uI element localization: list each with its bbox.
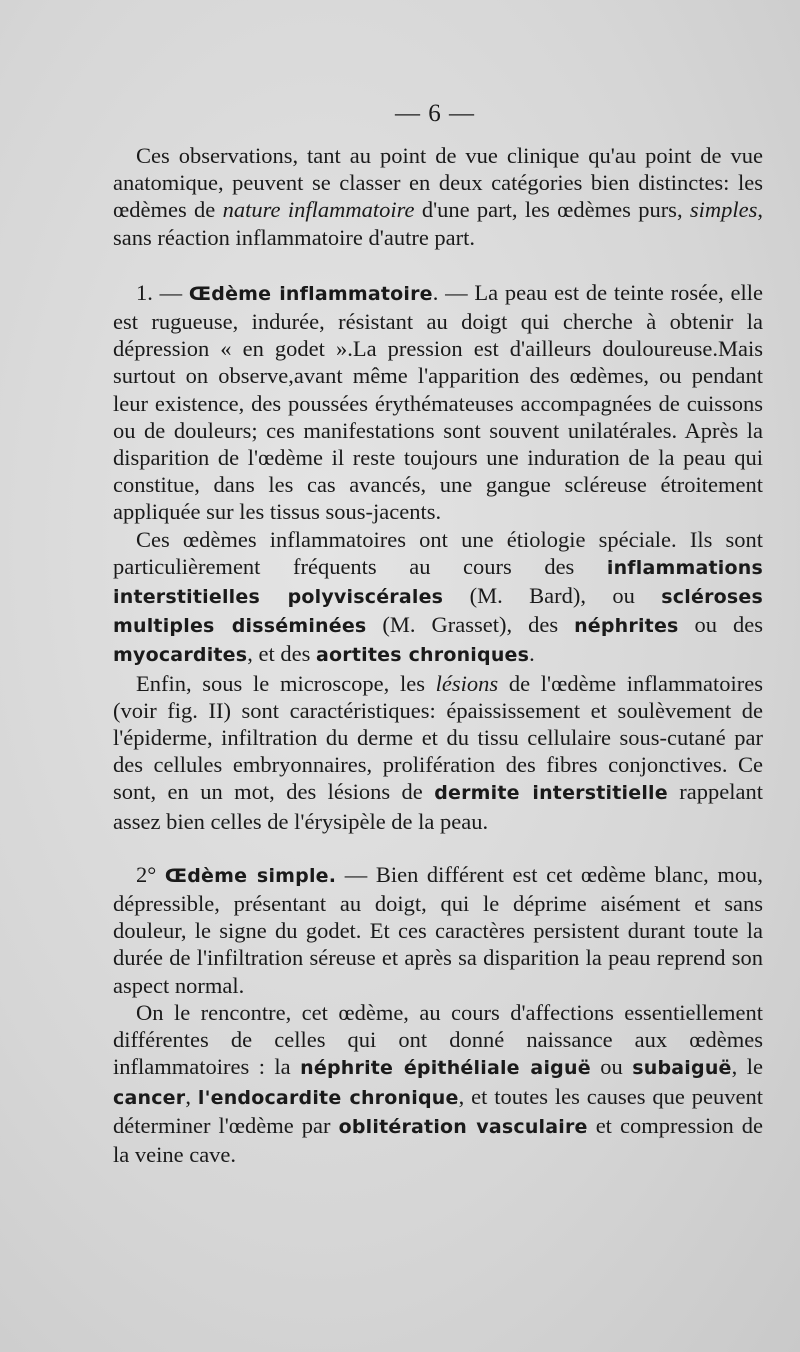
- text-run: Enfin, sous le microscope, les: [136, 670, 436, 696]
- bold-term: subaiguë: [632, 1057, 732, 1080]
- text-run: Ces observations, tant au point de vue clinique qu'au point de vue anatomique, peuvent se classer en deux catégories bien distinctes: les œdèmes de: [113, 143, 763, 223]
- section-heading: Œdème inflammatoire: [188, 282, 433, 305]
- text-run: On le rencontre, cet œdème, au cours d'affections essentiellement différentes de celles qui ont donné naissance aux œdèmes inflammatoires : la: [113, 999, 763, 1080]
- text-run: ,: [185, 1083, 198, 1109]
- bold-term: néphrites: [574, 615, 679, 638]
- text-run: de l'œdème inflammatoires (voir fig. II) sont caractéristiques: épaississement et soulèvement de l'épiderme, infiltration du derme et du tissu cellulaire sous-cutané par des cellules embryonnaires, prolifération des fibres conjonctives. Ce sont, en un mot, des lésions de: [113, 670, 763, 805]
- bold-term: néphrite épithéliale aiguë: [300, 1057, 591, 1080]
- text-run: , sans réaction inflammatoire d'autre part.: [113, 197, 764, 250]
- bold-term: oblitération vasculaire: [338, 1115, 588, 1138]
- text-run: , le: [731, 1054, 763, 1080]
- paragraph-section-1: [113, 279, 763, 526]
- text-run: (M. Grasset), des: [366, 612, 575, 638]
- italic-term: nature inflammatoire: [222, 197, 415, 223]
- section-number: 1. —: [136, 279, 189, 305]
- paragraph-etiology: [113, 526, 763, 670]
- text-run: rappelant assez bien celles de l'érysipèle de la peau.: [113, 779, 763, 834]
- text-run: . — La peau est de teinte rosée, elle est rugueuse, indurée, résistant au doigt qui cherche à obtenir la dépression « en godet ».La pression est d'ailleurs douloureuse.Mais surtout on observe,avant même l'apparition des œdèmes, ou pendant leur existence, des poussées érythémateuses accompagnées de cuissons ou de douleurs; ces manifestations sont souvent unilatérales. Après la disparition de l'œdème il reste toujours une induration de la peau qui constitue, dans les cas avancés, une gangue scléreuse étroitement appliquée sur les tissus sous-jacents.: [113, 279, 763, 525]
- text-run: — Bien différent est cet œdème blanc, mou, dépressible, présentant au doigt, qui le déprime aisément et sans douleur, le signe du godet. Et ces caractères persistent durant toute la durée de l'infiltration séreuse et après sa disparition la peau reprend son aspect normal.: [113, 861, 763, 998]
- bold-term: aortites chroniques: [316, 644, 530, 667]
- paragraph-causes: [113, 999, 763, 1168]
- text-run: , et des: [247, 641, 317, 667]
- text-run: (M. Bard), ou: [443, 583, 662, 609]
- text-run: .: [529, 641, 535, 667]
- page-number: — 6 —: [395, 100, 475, 127]
- text-run: , et toutes les causes que peuvent déterminer l'œdème par: [113, 1083, 763, 1138]
- text-run: d'une part, les œdèmes purs,: [414, 197, 690, 223]
- text-run: et compression de la veine cave.: [113, 1112, 763, 1167]
- text-run: ou: [590, 1054, 633, 1080]
- section-number: 2°: [136, 861, 165, 887]
- paragraph-section-2: [113, 861, 763, 999]
- italic-term: lésions: [435, 670, 499, 696]
- bold-term: dermite interstitielle: [434, 782, 668, 805]
- bold-term: scléroses multiples disséminées: [113, 586, 763, 638]
- paragraph-microscope: [113, 670, 763, 835]
- bold-term: cancer: [113, 1086, 186, 1109]
- bold-term: myocardites: [113, 644, 248, 667]
- body-text: [113, 142, 763, 1168]
- text-run: ou des: [678, 612, 764, 638]
- paragraph-intro: [113, 142, 763, 251]
- bold-term: inflammations interstitielles polyviscérales: [113, 556, 763, 609]
- bold-term: l'endocardite chronique: [197, 1086, 459, 1109]
- text-run: Ces œdèmes inflammatoires ont une étiologie spéciale. Ils sont particulièrement fréquents au cours des: [113, 526, 763, 579]
- spacer: [113, 835, 763, 861]
- section-heading: Œdème simple.: [164, 864, 337, 887]
- italic-term: simples: [689, 197, 758, 223]
- spacer: [113, 251, 763, 279]
